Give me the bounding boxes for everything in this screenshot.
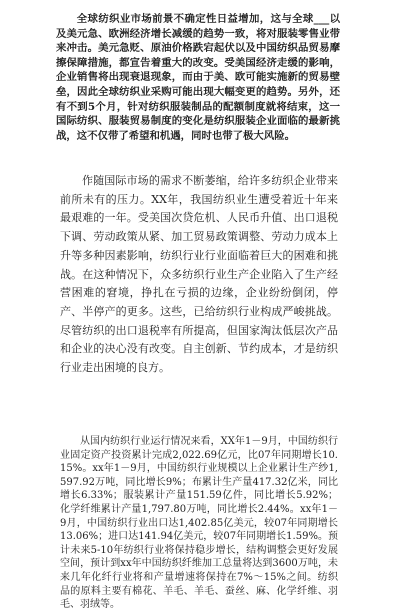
- paragraph-domestic-statistics: 从国内纺织行业运行情况来看，XX年1－9月，中国纺织行业固定资产投资累计完成2,022.69亿元，比07年同期增长10.15%。xx年1－9月，中国纺织行业规模以上企业累计生产纱1,597.92万吨，同比增长9%；布累计生产量417.32亿米，同比增长6.33%；服装累计产量151.59亿件，同比增长5.92%；化学纤维累计产量1,797.80万吨，同比增长2.44%。xx年1－9月，中国纺织行业出口达1,402.85亿美元，较07年同期增长13.06%；进口达141.94亿美元，较07年同期增长1.59%。预计未来5-10年纺织行业将保持稳步增长，结构调整会更好发展空间，预计到xx年中国纺织纤维加工总量将达到3600万吨，未来几年化纤行业将和产量增速将保持在7%～15%之间。纺织品的原料主要有棉花、羊毛、羊毛、蚕丝、麻、化学纤维、羽毛、羽绒等。: [60, 436, 338, 611]
- paragraph-global-market-outlook: 全球纺织业市场前景不确定性日益增加，这与全球___以及美元急、欧洲经济增长减缓的趋势一致，将对服装零售业带来冲击。美元急贬、原油价格跌宕起伏以及中国纺织品贸易摩擦保障措施，都宣告着重大的改变。受美国经济走缓的影响，企业销售将出现衰退现象，而由于美、欧可能实施新的贸易壁垒，因此全球纺织业采购可能出现大幅变更的趋势。另外，还有不到5个月，针对纺织服装制品的配额制度就将结束，这一国际纺织、服装贸易制度的变化是纺织服装企业面临的最新挑战，这不仅带了希望和机遇，同时也带了极大风险。: [56, 13, 340, 142]
- paragraph-industry-pressure: 作随国际市场的需求不断萎缩，给许多纺织企业带来前所未有的压力。XX年，我国纺织业生遭受着近十年来最艰难的一年。受美国次贷危机、人民币升值、出口退税下调、劳动政策从紧、加工贸易政策调整、劳动力成本上升等多种因素影响，纺织行业行业面临着巨大的困难和挑战。在这种情况下，众多纺织行业生产企业陷入了生产经营困难的窘境，挣扎在亏损的边缘，企业纷纷倒闭，停产、半停产的更多。这些，已给纺织行业构成严峻挑战。尽管纺织的出口退税率有所提高，但国家淘汰低层次产品和企业的决心没有改变。自主创新、节约成本，才是纺织行业走出困境的良方。: [60, 174, 338, 375]
